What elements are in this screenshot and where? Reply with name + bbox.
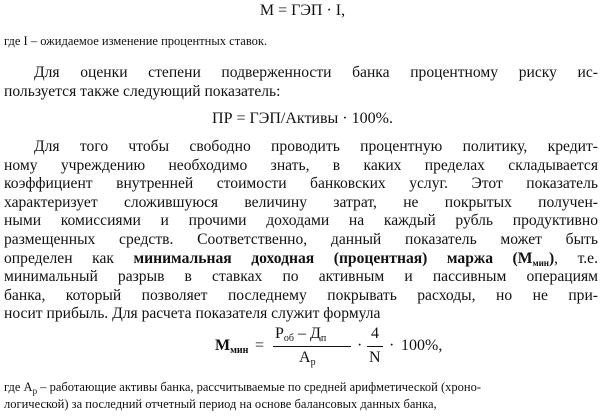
text-line: банка, который позволяет последнему покрывать расходы, но не при- [4,286,598,304]
text-line: носит прибыль. Для расчета показателя служит формула [4,305,381,323]
text-fragment: , т.е. [554,249,598,267]
text-line: Для того чтобы свободно проводить процентную политику, кредит- [34,138,598,155]
text-line: коэффициент внутренней стоимости банковских услуг. Этот показатель [4,175,598,193]
text-fragment: определен как [4,249,134,267]
formula-tail: 100%, [401,337,443,354]
text-line: логической) за последний отчетный период на основе балансовых данных банка, [4,396,437,411]
footnote-symbol: где A [4,380,33,394]
text-line [4,250,598,269]
formula-equals: = [255,337,265,354]
text-line: размещенных средств. Соответственно, данный показатель может быть [4,230,598,248]
fraction-bar [273,346,351,347]
text-line: минимальный разрыв в ставках по активным и пассивным операциям [4,268,598,286]
footnote-text: – работающие активы банка, рассчитываемые по средней арифметической (хроно- [37,380,481,394]
formula-note: где I – ожидаемое изменение процентных ставок. [4,34,268,48]
text-line: ному учреждению необходимо знать, в каких пределах складывается [4,156,598,174]
formula-denominator [299,349,316,367]
denominator-subscript: p [310,357,316,368]
term-close: ) [548,249,555,267]
formula-lhs-subscript: мин [230,345,249,356]
formula-frac2-numerator: 4 [371,325,379,342]
text-line: характеризует сложившуюся величину затрат, не покрытых получен- [4,193,598,211]
text-line: ными комиссиями и прочими доходами на каждый рубль продуктивно [4,212,598,230]
numerator-subscript: об [283,333,294,344]
fraction-bar [367,346,383,347]
numerator-minus: – Д [298,325,321,342]
denominator-symbol: A [299,349,311,366]
text-line: Для оценки степени подверженности банка процентному риску ис- [34,64,598,81]
formula-lhs-symbol: M [215,337,231,354]
paragraph-minimal-margin [4,138,598,324]
term-minimal-margin [133,250,554,267]
formula-interest-risk-ratio: ПР = ГЭП/Активы · 100%. [212,110,393,127]
numerator-subscript-2: п [320,333,327,344]
text-line: пользуется также следующий показатель: [4,82,281,100]
formula-frac2-denominator: N [369,349,381,366]
formula-margin-risk: M = ГЭП · I, [259,2,346,19]
formula-numerator [275,325,326,343]
text-line [4,379,602,396]
formula-dot: · [389,337,395,354]
numerator-symbol: P [275,325,284,342]
footnote-subscript: р [32,386,38,396]
paragraph-risk-exposure [4,64,598,101]
term-subscript: мин [532,257,549,268]
formula-dot: · [357,337,363,354]
term-text: минимальная доходная (процентная) маржа (M [133,249,533,267]
formula-lhs [215,337,248,355]
footnote-definition [4,379,602,412]
